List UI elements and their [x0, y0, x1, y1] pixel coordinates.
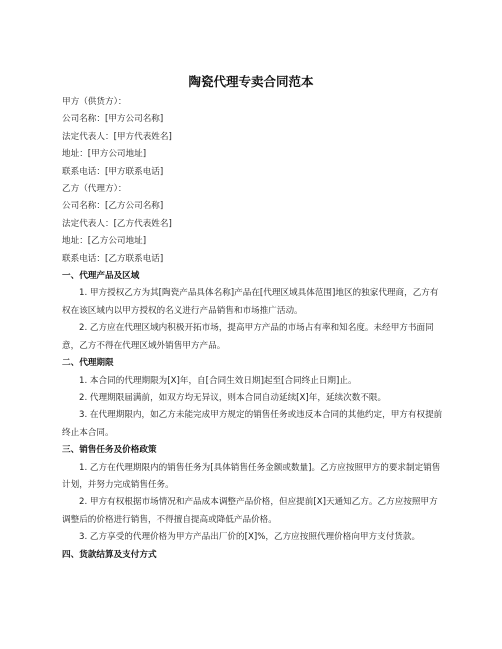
section-heading: 四、货款结算及支付方式	[62, 549, 157, 560]
section-paragraph: 1. 本合同的代理期限为[X]年，自[合同生效日期]起至[合同终止日期]止。	[79, 375, 357, 386]
party-a-address: 地址：[甲方公司地址]	[62, 149, 147, 160]
party-a-representative: 法定代表人：[甲方代表姓名]	[62, 131, 172, 142]
section-paragraph: 2. 乙方应在代理区域内积极开拓市场，提高甲方产品的市场占有率和知名度。未经甲方书面同意，乙方不得在代理区域外销售甲方产品。	[62, 323, 434, 351]
section-heading: 二、代理期限	[62, 358, 114, 369]
section-paragraph: 2. 代理期限届满前，如双方均无异议，则本合同自动延续[X]年，延续次数不限。	[79, 392, 387, 403]
party-b-company: 公司名称：[乙方公司名称]	[62, 201, 164, 212]
section-heading: 一、代理产品及区域	[62, 271, 140, 282]
section-paragraph: 1. 甲方授权乙方为其[陶瓷产品具体名称]产品在[代理区域具体范围]地区的独家代理商，乙方有权在该区域内以甲方授权的名义进行产品销售和市场推广活动。	[62, 288, 439, 316]
party-a-company: 公司名称：[甲方公司名称]	[62, 114, 164, 125]
section-heading: 三、销售任务及价格政策	[62, 445, 157, 456]
section-paragraph: 1. 乙方在代理期限内的销售任务为[具体销售任务金额或数量]。乙方应按照甲方的要求制定销售计划，并努力完成销售任务。	[62, 462, 441, 490]
party-a-label: 甲方（供货方）：	[62, 97, 127, 107]
party-b-label: 乙方（代理方）：	[62, 184, 127, 195]
party-b-address: 地址：[乙方公司地址]	[62, 236, 147, 247]
party-b-phone: 联系电话：[乙方联系电话]	[62, 253, 164, 264]
document-title: 陶瓷代理专卖合同范本	[188, 74, 314, 89]
section-paragraph: 3. 乙方享受的代理价格为甲方产品出厂价的[X]%，乙方应按照代理价格向甲方支付货款。	[79, 532, 421, 543]
party-b-representative: 法定代表人：[乙方代表姓名]	[62, 218, 172, 229]
section-paragraph: 2. 甲方有权根据市场情况和产品成本调整产品价格，但应提前[X]天通知乙方。乙方应按照甲方调整后的价格进行销售，不得擅自提高或降低产品价格。	[62, 497, 438, 525]
document-body	[62, 94, 444, 564]
party-a-phone: 联系电话：[甲方联系电话]	[62, 166, 164, 177]
section-paragraph: 3. 在代理期限内，如乙方未能完成甲方规定的销售任务或违反本合同的其他约定，甲方有权提前终止本合同。	[62, 410, 443, 438]
